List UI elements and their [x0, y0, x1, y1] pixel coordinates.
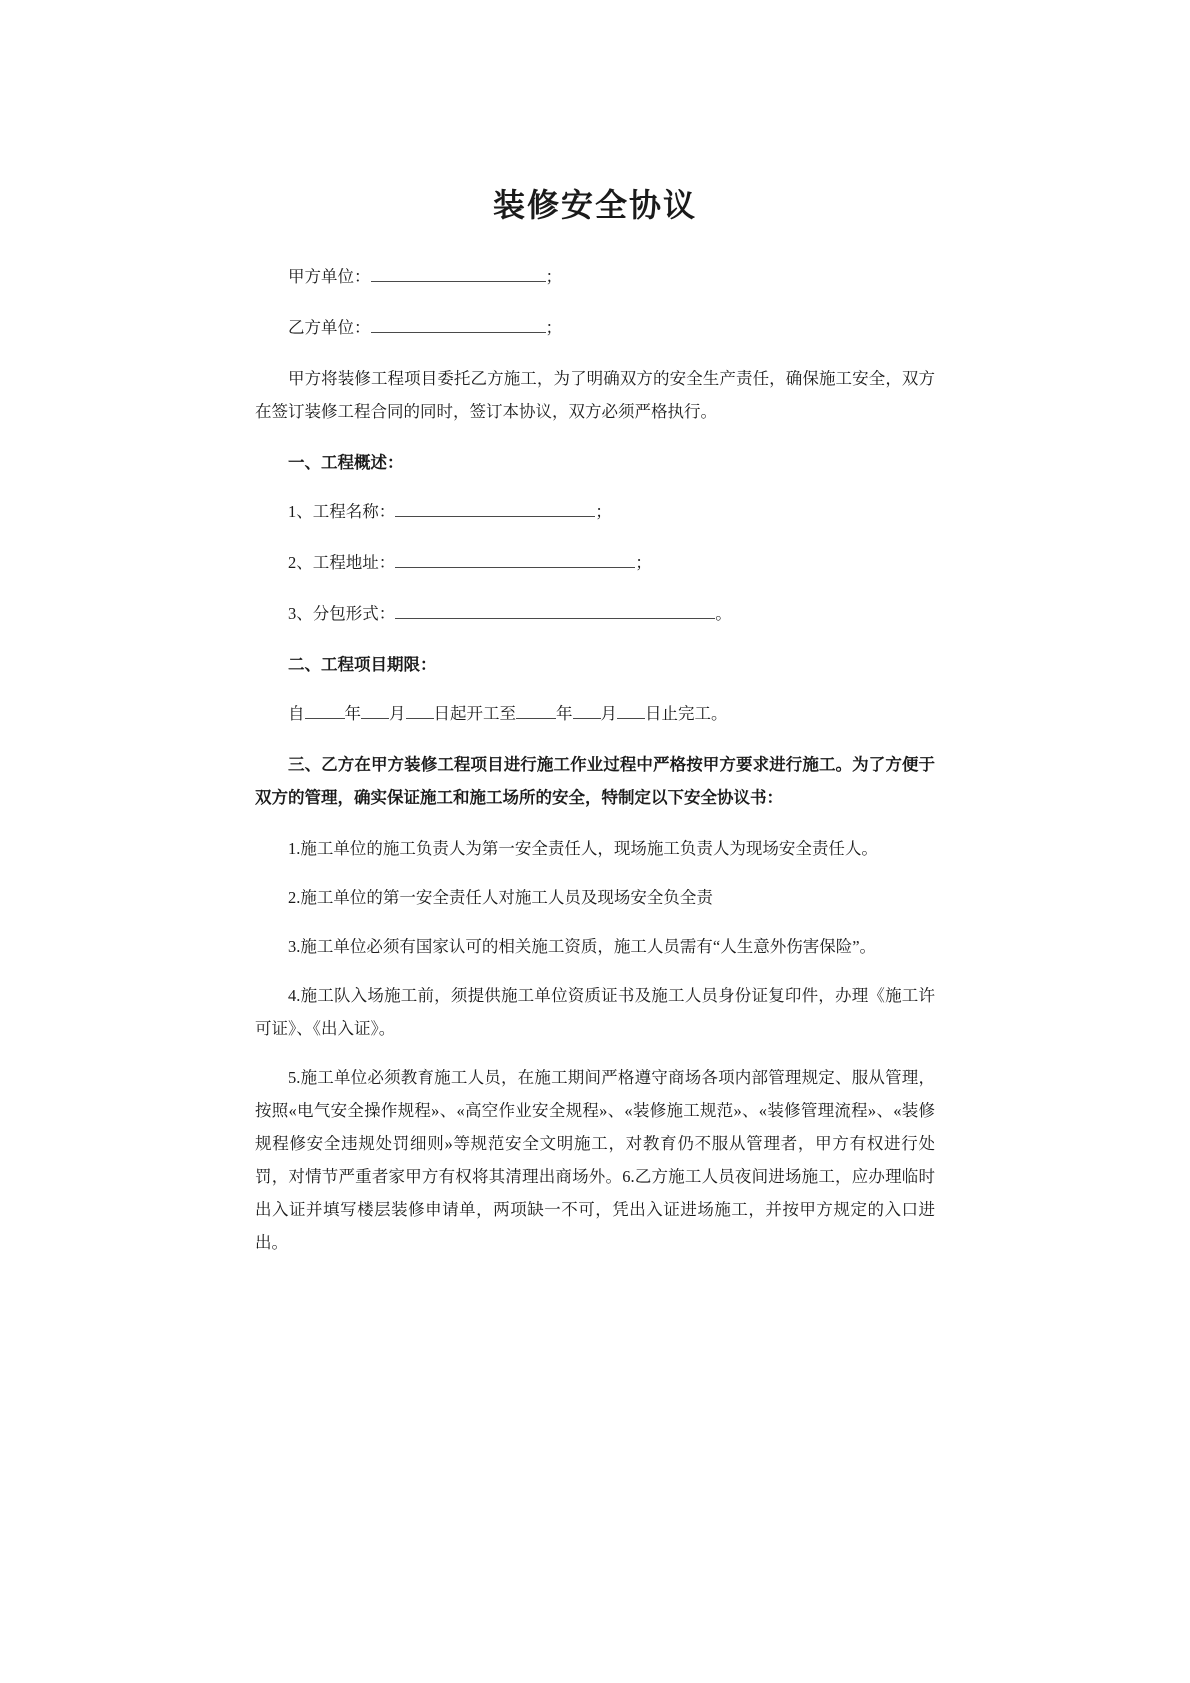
party-b-label: 乙方单位：: [288, 318, 371, 337]
duration-middle-label: 日起开工至: [433, 704, 516, 723]
project-address-line: [255, 546, 935, 579]
subcontract-form-blank[interactable]: [395, 602, 715, 620]
end-month-blank[interactable]: [573, 702, 601, 720]
page-title: 装修安全协议: [492, 187, 697, 223]
duration-start-label: 自: [288, 704, 305, 723]
section-1-heading: 一、工程概述：: [288, 453, 404, 472]
end-day-blank[interactable]: [617, 702, 645, 720]
preamble-paragraph: 甲方将装修工程项目委托乙方施工，为了明确双方的安全生产责任，确保施工安全，双方在签订装修工程合同的同时，签订本协议，双方必须严格执行。: [255, 369, 935, 421]
start-month-blank[interactable]: [361, 702, 389, 720]
start-year-unit: 年: [344, 704, 361, 723]
subcontract-form-label: 3、分包形式：: [288, 604, 396, 623]
party-line-a: [255, 260, 935, 293]
start-year-blank[interactable]: [305, 702, 345, 720]
start-month-unit: 月: [389, 704, 406, 723]
party-a-label: 甲方单位：: [288, 267, 371, 286]
list-item: 1.施工单位的施工负责人为第一安全责任人，现场施工负责人为现场安全责任人。: [288, 839, 878, 858]
party-a-blank[interactable]: [371, 265, 546, 283]
party-b-blank[interactable]: [371, 316, 546, 334]
project-name-label: 1、工程名称：: [288, 502, 396, 521]
party-a-tail: ；: [545, 267, 562, 286]
project-name-tail: ；: [595, 502, 612, 521]
list-item: 3.施工单位必须有国家认可的相关施工资质，施工人员需有“人生意外伤害保险”。: [288, 937, 877, 956]
list-item: 4.施工队入场施工前，须提供施工单位资质证书及施工人员身份证复印件，办理《施工许可证》、《出入证》。: [255, 986, 935, 1038]
section-3-heading: 三、乙方在甲方装修工程项目进行施工作业过程中严格按甲方要求进行施工。为了方便于双方的管理，确实保证施工和施工场所的安全，特制定以下安全协议书：: [255, 755, 935, 807]
list-item: 2.施工单位的第一安全责任人对施工人员及现场安全负全责: [288, 888, 713, 907]
project-name-line: [255, 495, 935, 528]
project-address-label: 2、工程地址：: [288, 553, 396, 572]
start-day-blank[interactable]: [406, 702, 434, 720]
duration-line: [255, 697, 935, 730]
end-year-blank[interactable]: [516, 702, 556, 720]
list-item: 5.施工单位必须教育施工人员，在施工期间严格遵守商场各项内部管理规定、服从管理，按照«电气安全操作规程»、«高空作业安全规程»、«装修施工规范»、«装修管理流程»、«装修规程修安全违规处罚细则»等规范安全文明施工，对教育仍不服从管理者，甲方有权进行处罚，对情节严重者家甲方有权将其清理出商场外。6.乙方施工人员夜间进场施工，应办理临时出入证并填写楼层装修申请单，两项缺一不可，凭出入证进场施工，并按甲方规定的入口进出。: [255, 1068, 936, 1252]
project-address-blank[interactable]: [395, 551, 635, 569]
section-2-heading: 二、工程项目期限：: [288, 655, 437, 674]
subcontract-form-tail: 。: [715, 604, 732, 623]
end-month-unit: 月: [600, 704, 617, 723]
party-line-b: [255, 311, 935, 344]
subcontract-form-line: [255, 597, 935, 630]
project-name-blank[interactable]: [395, 500, 595, 518]
end-year-unit: 年: [556, 704, 573, 723]
duration-end-label: 日止完工。: [645, 704, 728, 723]
party-b-tail: ；: [545, 318, 562, 337]
project-address-tail: ；: [635, 553, 652, 572]
